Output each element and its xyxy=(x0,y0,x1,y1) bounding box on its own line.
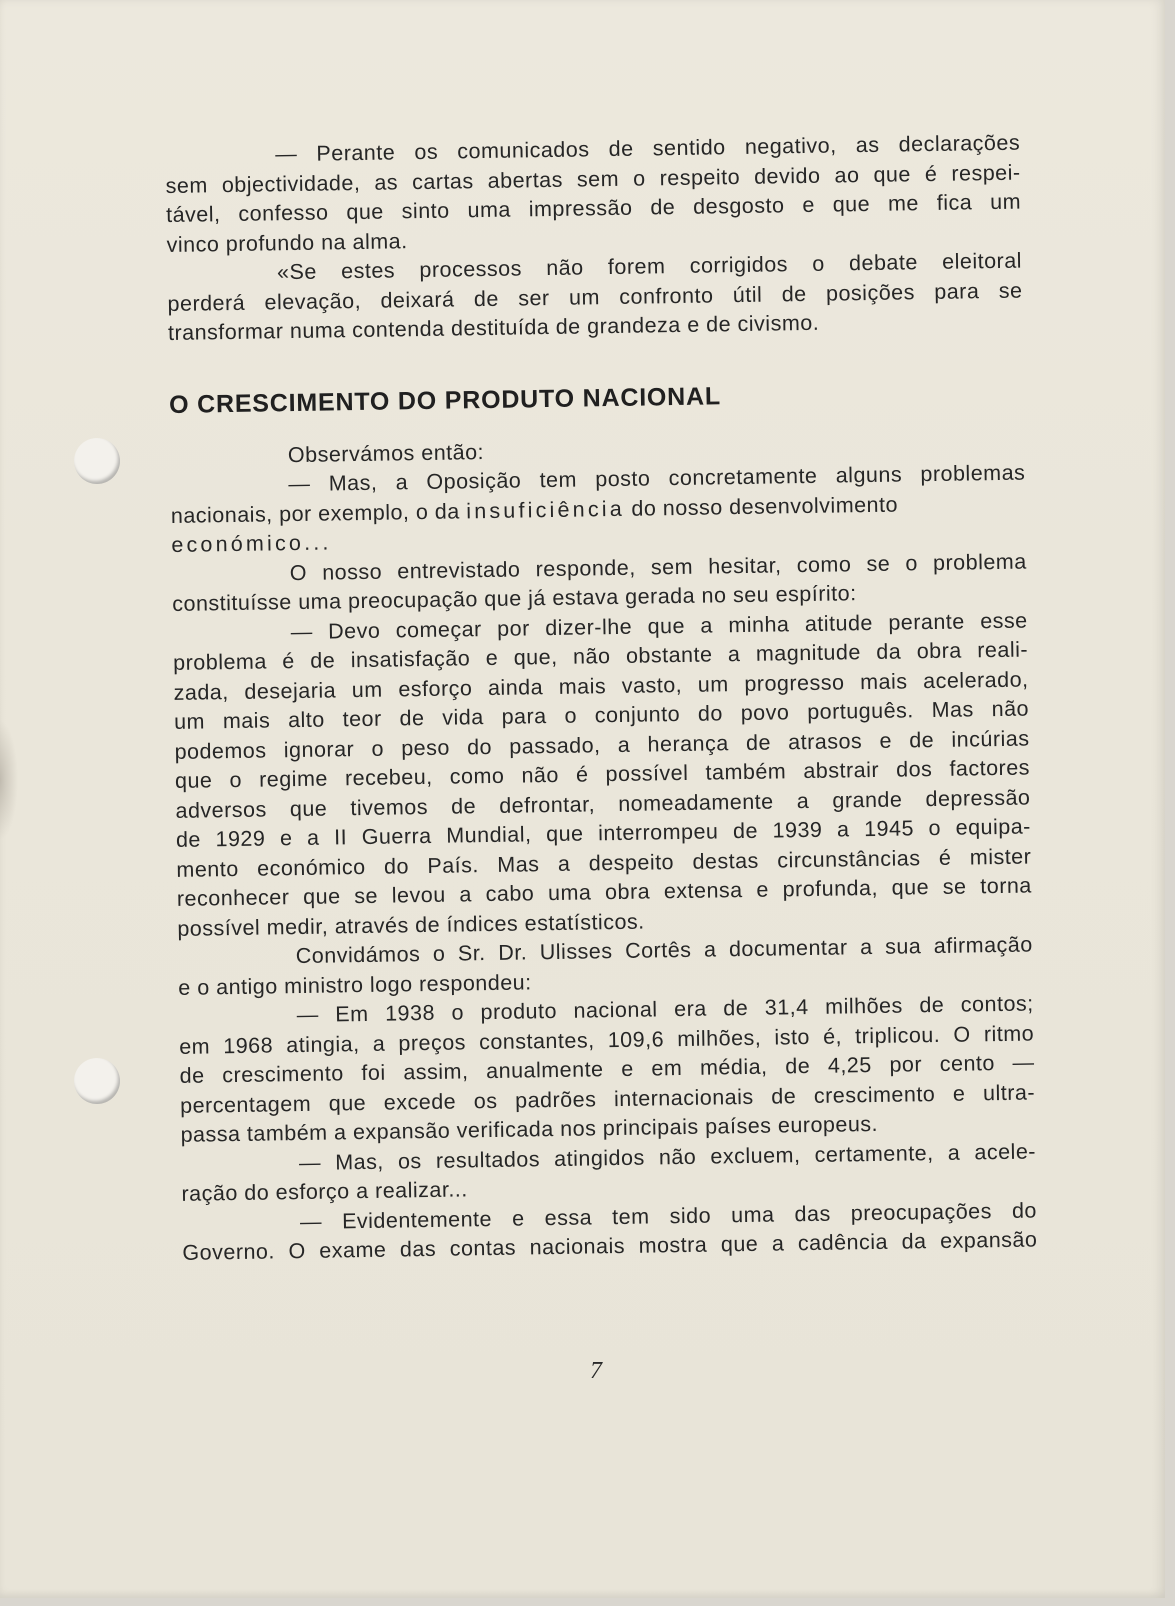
text-line: — Evidentemente e essa tem sido uma das preocupações do xyxy=(299,1197,1038,1234)
text-line: transformar numa contenda destituída de grandeza e de civismo. xyxy=(167,310,820,345)
text-line: ração do esforço a realizar... xyxy=(181,1177,468,1206)
emphasis-text: insuficiência xyxy=(466,496,626,523)
text-line: — Mas, os resultados atingidos não excluem, certamente, a acele- xyxy=(298,1138,1037,1175)
emphasis-line: económico... xyxy=(171,530,332,557)
text-fragment: do nosso desenvolvimento xyxy=(631,492,899,521)
text-line: percentagem que excede os padrões internacionais de crescimento e ultra- xyxy=(179,1079,1036,1118)
text-line: problema é de insatisfação e que, não obstante a magnitude da obra reali- xyxy=(172,637,1029,675)
text-line: em 1968 atingia, a preços constantes, 109,6 milhões, isto é, triplicou. O ritmo xyxy=(179,1020,1035,1059)
text-line: e o antigo ministro logo respondeu: xyxy=(178,969,532,1000)
text-line: O nosso entrevistado responde, sem hesitar, como se o problema xyxy=(289,549,1027,585)
paper-stain xyxy=(0,720,18,840)
text-line: — Em 1938 o produto nacional era de 31,4 milhões de contos; xyxy=(296,991,1034,1028)
text-line: Observámos então: xyxy=(287,439,485,467)
text-line: «Se estes processos não forem corrigidos o debate eleitoral xyxy=(276,248,1023,285)
text-line: passa também a expansão verificada nos principais países europeus. xyxy=(180,1111,879,1147)
text-line: — Mas, a Oposição tem posto concretamente alguns problemas xyxy=(288,460,1026,497)
text-line: reconhecer que se levou a cabo uma obra extensa e profunda, que se torna xyxy=(176,873,1032,911)
text-line: possível medir, através de índices estatísticos. xyxy=(177,909,645,941)
section-heading: O CRESCIMENTO DO PRODUTO NACIONAL xyxy=(168,381,722,419)
page-number: 7 xyxy=(590,1358,602,1384)
text-line: tável, confesso que sinto uma impressão de desgosto e que me fica um xyxy=(165,189,1022,227)
text-line: constituísse uma preocupação que já estava gerada no seu espírito: xyxy=(172,581,857,616)
text-line: Convidámos o Sr. Dr. Ulisses Cortês a documentar a sua afirmação xyxy=(295,932,1033,969)
text-line: perderá elevação, deixará de ser um confronto útil de posições para se xyxy=(167,278,1023,316)
body-text xyxy=(165,129,1038,1269)
text-line: — Perante os comunicados de sentido negativo, as declarações xyxy=(275,130,1021,167)
text-fragment: nacionais, por exemplo, o da xyxy=(170,498,460,528)
text-line: mento económico do País. Mas a despeito destas circunstâncias é mister xyxy=(176,843,1032,882)
text-line: podemos ignorar o peso do passado, a herança de atrasos e de incúrias xyxy=(174,725,1030,764)
punch-hole-top xyxy=(74,438,120,484)
text-line: de 1929 e a II Guerra Mundial, que interrompeu de 1939 a 1945 o equipa- xyxy=(175,814,1032,852)
text-line: — Devo começar por dizer-lhe que a minha atitude perante esse xyxy=(290,608,1028,644)
text-line: vinco profundo na alma. xyxy=(166,228,408,257)
punch-hole-bottom xyxy=(74,1058,120,1104)
text-line: de crescimento foi assim, anualmente e em média, de 4,25 por cento — xyxy=(179,1050,1035,1088)
text-line: adversos que tivemos de defrontar, nomeadamente a grande depressão xyxy=(175,784,1031,823)
text-line: um mais alto teor de vida para o conjunto do povo português. Mas não xyxy=(173,696,1030,734)
text-line: que o regime recebeu, como não é possível também abstrair dos factores xyxy=(174,755,1031,793)
text-line: zada, desejaria um esforço ainda mais vasto, um progresso mais acelerado, xyxy=(173,667,1029,705)
text-line: sem objectividade, as cartas abertas sem o respeito devido ao que é respei- xyxy=(165,160,1021,198)
text-line: Governo. O exame das contas nacionais mostra que a cadência da expansão xyxy=(182,1227,1038,1265)
